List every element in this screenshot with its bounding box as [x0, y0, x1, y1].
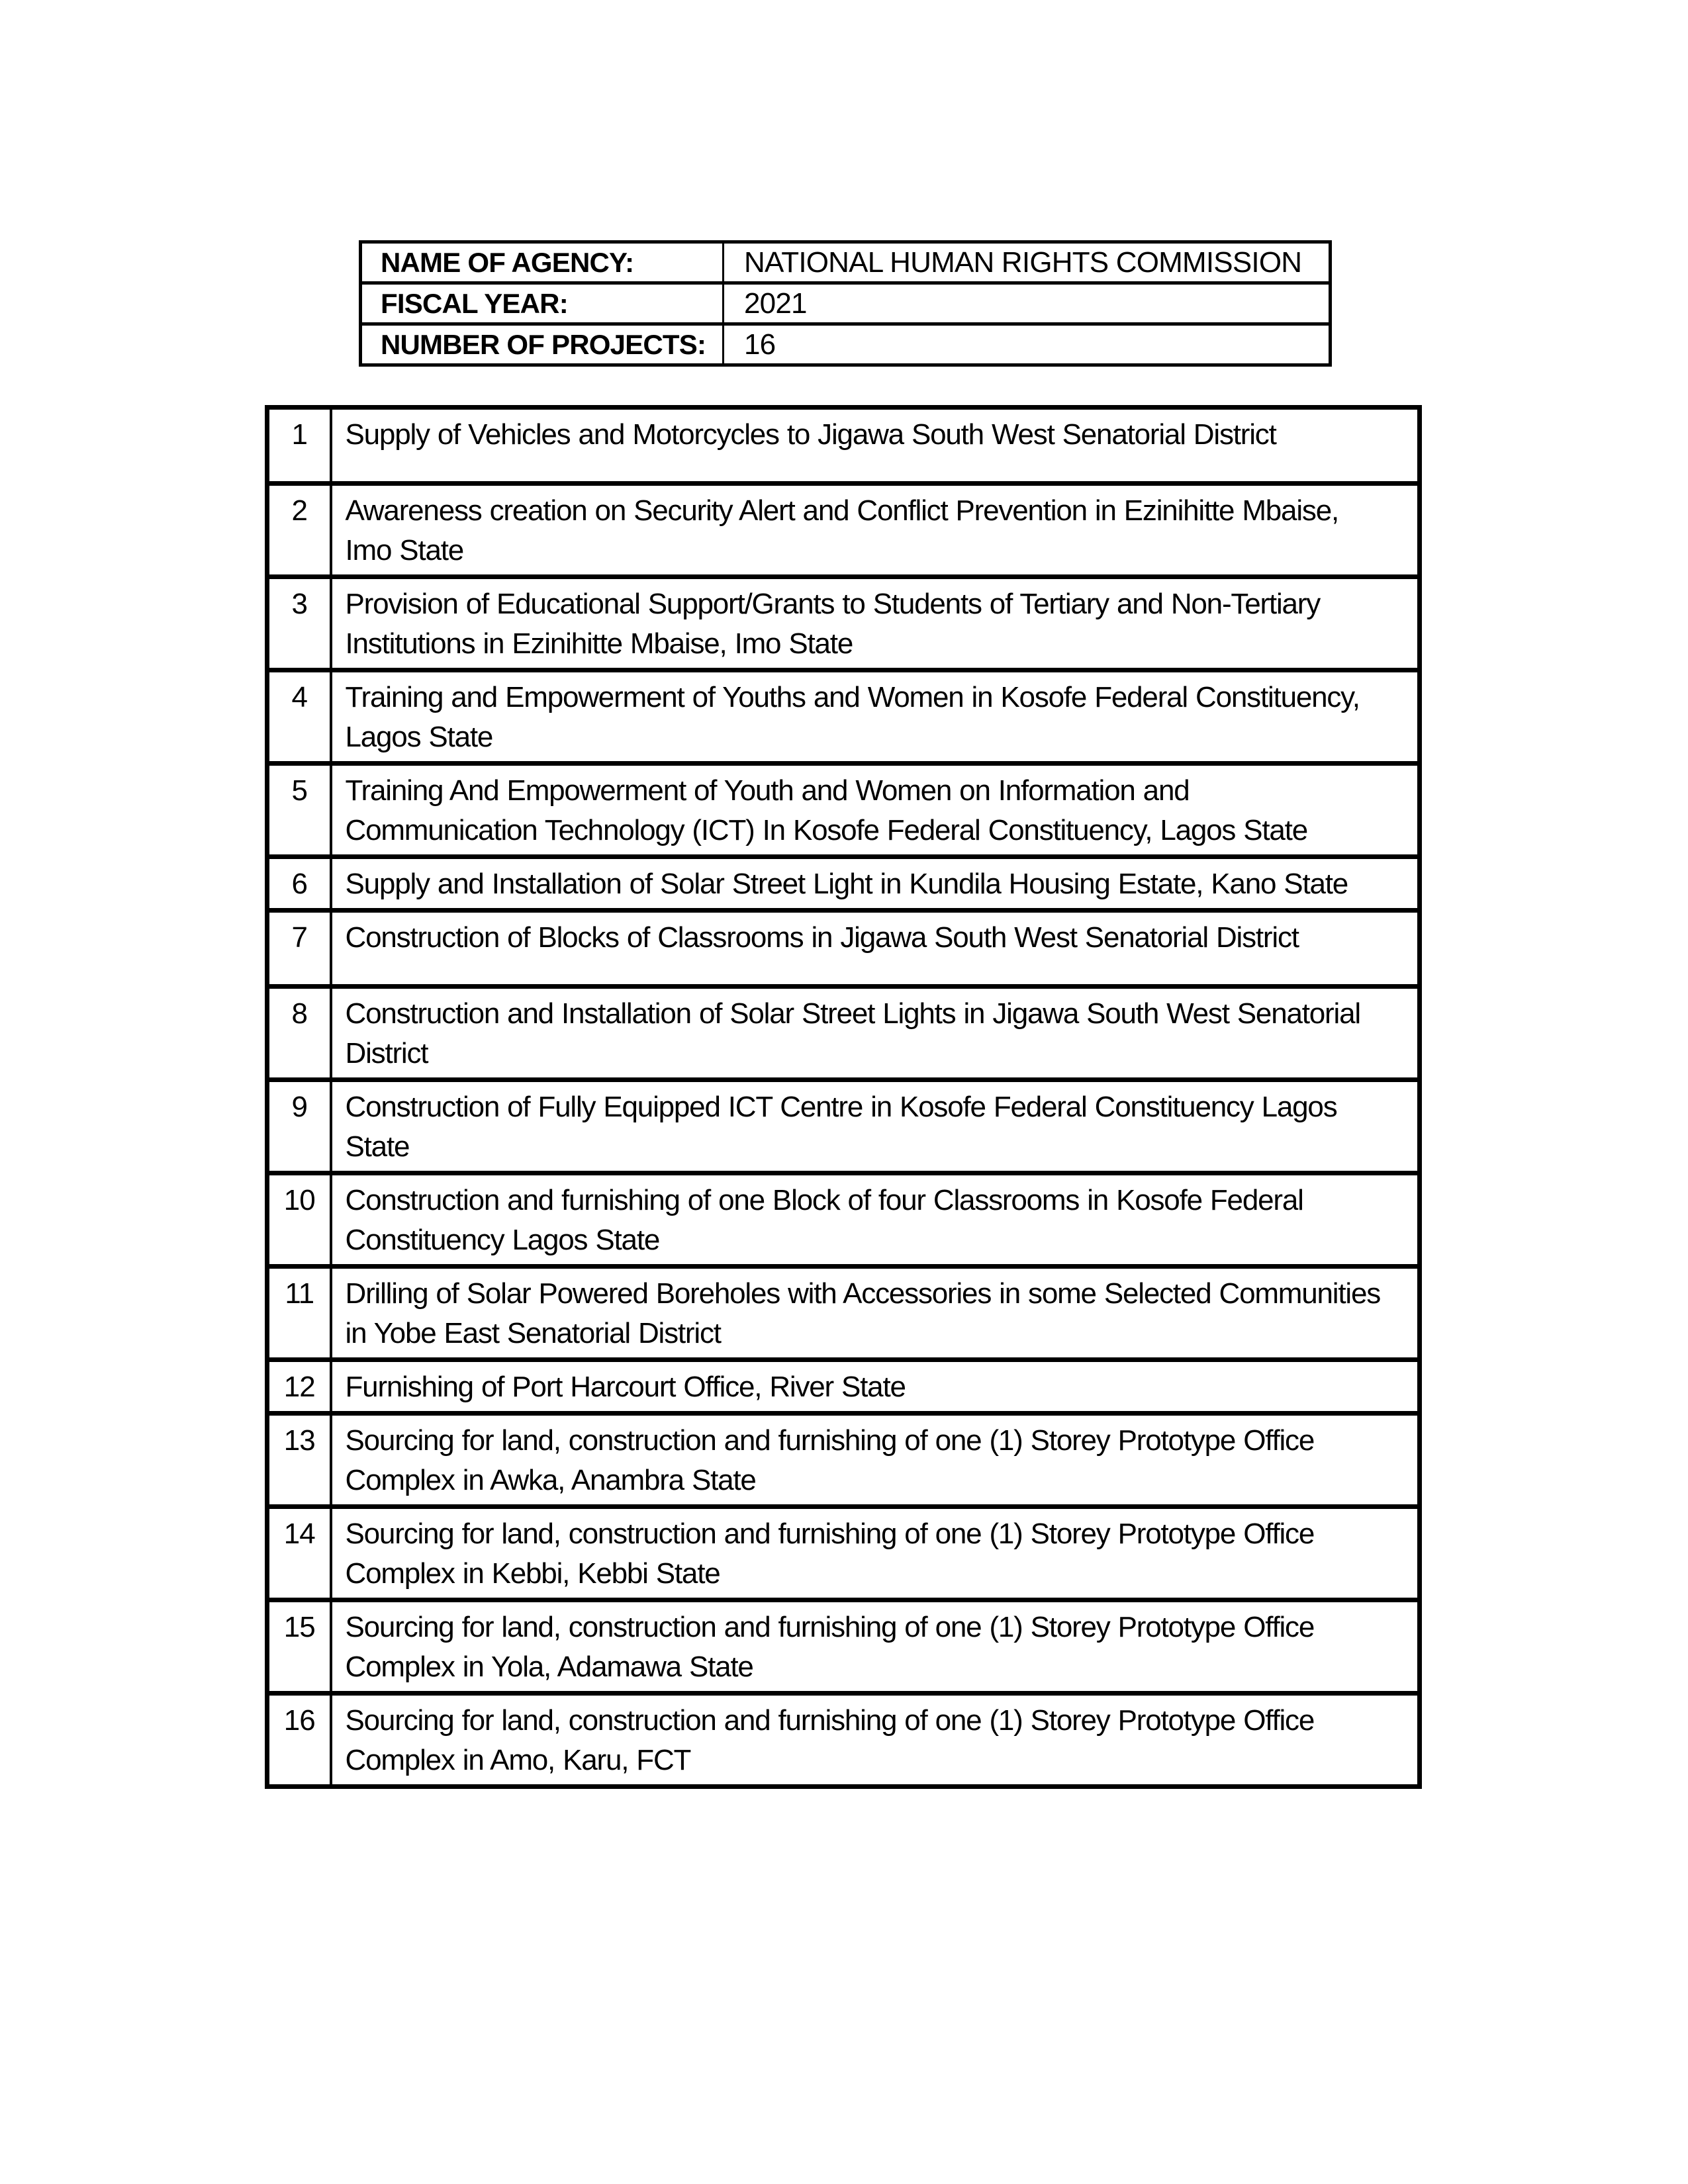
project-description: Provision of Educational Support/Grants to Students of Tertiary and Non-Tertiary Institutions in Ezinihitte Mbaise, Imo State — [331, 577, 1420, 670]
agency-info-table — [359, 240, 1332, 367]
project-number: 8 — [267, 987, 331, 1080]
project-row — [267, 577, 1420, 670]
project-number: 7 — [267, 911, 331, 987]
number-of-projects-label: NUMBER OF PROJECTS: — [361, 324, 724, 365]
project-number: 1 — [267, 408, 331, 484]
agency-info-row — [361, 283, 1331, 324]
project-description: Awareness creation on Security Alert and Conflict Prevention in Ezinihitte Mbaise, Imo State — [331, 484, 1420, 577]
project-number: 15 — [267, 1600, 331, 1694]
project-description: Training And Empowerment of Youth and Women on Information and Communication Technology (ICT) In Kosofe Federal Constituency, Lagos State — [331, 764, 1420, 857]
project-row — [267, 857, 1420, 911]
project-description: Sourcing for land, construction and furnishing of one (1) Storey Prototype Office Complex in Amo, Karu, FCT — [331, 1694, 1420, 1787]
project-row — [267, 911, 1420, 987]
project-description: Construction of Fully Equipped ICT Centre in Kosofe Federal Constituency Lagos State — [331, 1080, 1420, 1173]
project-number: 12 — [267, 1360, 331, 1414]
projects-table-body — [267, 408, 1420, 1787]
project-row — [267, 1600, 1420, 1694]
project-number: 13 — [267, 1414, 331, 1507]
project-description: Drilling of Solar Powered Boreholes with Accessories in some Selected Communities in Yobe East Senatorial District — [331, 1267, 1420, 1360]
agency-info-row — [361, 242, 1331, 283]
project-row — [267, 1507, 1420, 1600]
project-number: 6 — [267, 857, 331, 911]
project-description: Supply of Vehicles and Motorcycles to Jigawa South West Senatorial District — [331, 408, 1420, 484]
project-description: Supply and Installation of Solar Street Light in Kundila Housing Estate, Kano State — [331, 857, 1420, 911]
agency-info-row — [361, 324, 1331, 365]
fiscal-year-value: 2021 — [724, 283, 1331, 324]
project-number: 4 — [267, 670, 331, 764]
projects-table — [265, 405, 1422, 1789]
project-row — [267, 764, 1420, 857]
project-row — [267, 1080, 1420, 1173]
project-row — [267, 408, 1420, 484]
project-number: 10 — [267, 1173, 331, 1267]
project-row — [267, 484, 1420, 577]
project-row — [267, 1414, 1420, 1507]
agency-info-table-body — [361, 242, 1331, 365]
project-number: 3 — [267, 577, 331, 670]
project-row — [267, 1267, 1420, 1360]
project-number: 5 — [267, 764, 331, 857]
project-description: Construction and Installation of Solar Street Lights in Jigawa South West Senatorial District — [331, 987, 1420, 1080]
project-description: Construction of Blocks of Classrooms in Jigawa South West Senatorial District — [331, 911, 1420, 987]
project-row — [267, 987, 1420, 1080]
project-row — [267, 1694, 1420, 1787]
number-of-projects-value: 16 — [724, 324, 1331, 365]
project-number: 14 — [267, 1507, 331, 1600]
project-row — [267, 1360, 1420, 1414]
project-description: Training and Empowerment of Youths and Women in Kosofe Federal Constituency, Lagos State — [331, 670, 1420, 764]
project-number: 11 — [267, 1267, 331, 1360]
project-row — [267, 670, 1420, 764]
project-number: 9 — [267, 1080, 331, 1173]
agency-name-label: NAME OF AGENCY: — [361, 242, 724, 283]
project-number: 16 — [267, 1694, 331, 1787]
fiscal-year-label: FISCAL YEAR: — [361, 283, 724, 324]
agency-name-value: NATIONAL HUMAN RIGHTS COMMISSION — [724, 242, 1331, 283]
project-description: Sourcing for land, construction and furnishing of one (1) Storey Prototype Office Complex in Awka, Anambra State — [331, 1414, 1420, 1507]
project-description: Sourcing for land, construction and furnishing of one (1) Storey Prototype Office Complex in Yola, Adamawa State — [331, 1600, 1420, 1694]
project-description: Sourcing for land, construction and furnishing of one (1) Storey Prototype Office Complex in Kebbi, Kebbi State — [331, 1507, 1420, 1600]
project-row — [267, 1173, 1420, 1267]
project-description: Construction and furnishing of one Block of four Classrooms in Kosofe Federal Constituency Lagos State — [331, 1173, 1420, 1267]
project-number: 2 — [267, 484, 331, 577]
project-description: Furnishing of Port Harcourt Office, River State — [331, 1360, 1420, 1414]
